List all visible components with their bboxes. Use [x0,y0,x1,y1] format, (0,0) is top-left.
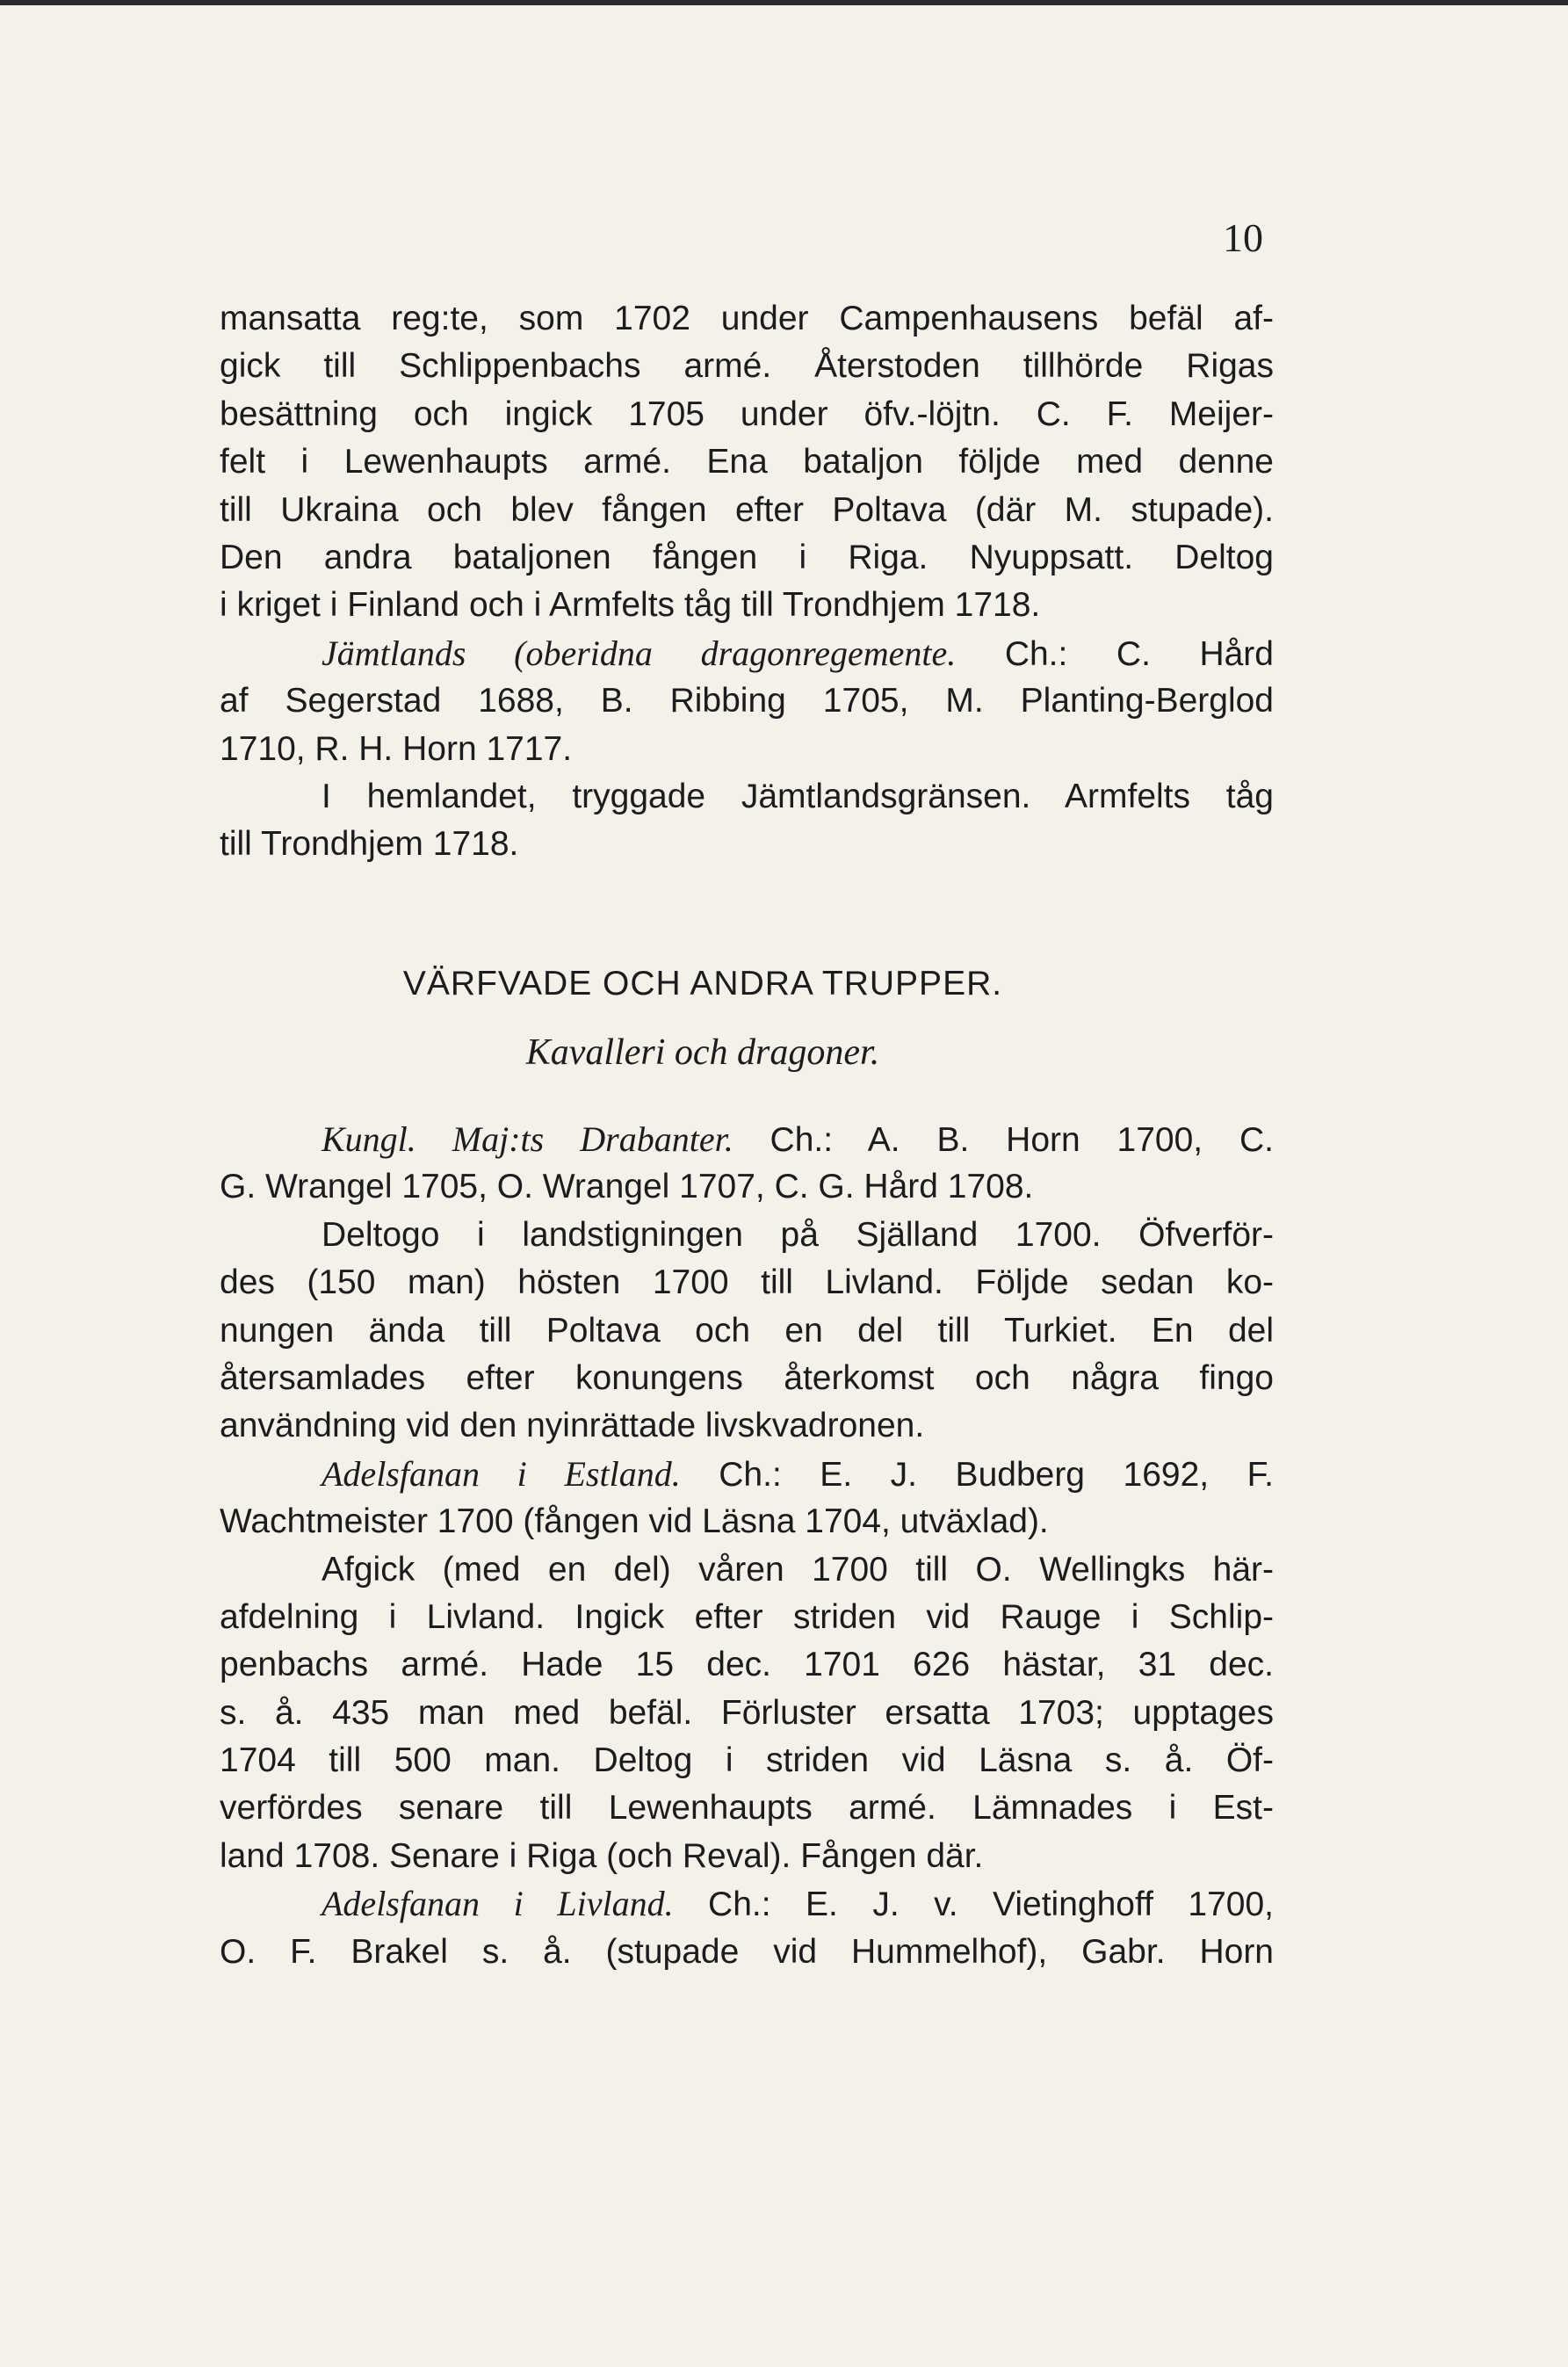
line-text: verfördes senare till Lewenhaupts armé. Lämnades i Est- [220,1789,1274,1828]
line-text: nungen ända till Poltava och en del till Turkiet. En del [220,1311,1274,1350]
text-line [220,1355,1274,1402]
text-line [220,1641,1274,1689]
line-text: återsamlades efter konungens återkomst och några fingo [220,1358,1274,1397]
line-text: Ch.: E. J. v. Vietinghoff 1700, [673,1886,1274,1924]
line-text: I hemlandet, tryggade Jämtlandsgränsen. Armfelts tåg [322,777,1274,815]
italic-title: Jämtlands (oberidna dragonregemente. [322,633,957,673]
text-line [220,1594,1274,1641]
line-text: besättning och ingick 1705 under öfv.-löjtn. C. F. Meijer- [220,394,1274,433]
text-line [220,582,1274,629]
line-text: Ch.: C. Hård [956,634,1274,673]
text-line [220,1451,1274,1498]
line-text: des (150 man) hösten 1700 till Livland. Följde sedan ko- [220,1263,1274,1302]
text-line [220,487,1274,534]
line-text: till Trondhjem 1718. [220,825,519,864]
italic-title: Kungl. Maj:ts Drabanter. [322,1119,733,1159]
text-line [220,1116,1274,1163]
text-line [220,821,1274,868]
line-text: penbachs armé. Hade 15 dec. 1701 626 hästar, 31 dec. [220,1646,1274,1684]
text-line [220,1498,1274,1545]
text-line [220,1880,1274,1928]
line-text: 1710, R. H. Horn 1717. [220,729,573,768]
text-line [220,1259,1274,1307]
line-text: 1704 till 500 man. Deltog i striden vid Läsna s. å. Öf- [220,1741,1274,1780]
section-heading [220,965,1274,1003]
text-line [220,438,1274,486]
text-line [220,1402,1274,1450]
text-line [220,1784,1274,1832]
line-text: mansatta reg:te, som 1702 under Campenhausens befäl af- [220,300,1274,337]
line-text: Ch.: E. J. Budberg 1692, F. [680,1455,1274,1494]
line-text: till Ukraina och blev fången efter Poltava (där M. stupade). [220,490,1274,529]
line-text: Den andra bataljonen fången i Riga. Nyuppsatt. Deltog [220,538,1274,576]
text-line [220,1929,1274,1976]
text-line [220,773,1274,821]
text-line [220,343,1274,390]
line-text: s. å. 435 man med befäl. Förluster ersatta 1703; upptages [220,1693,1274,1732]
line-text: gick till Schlippenbachs armé. Återstoden tillhörde Rigas [220,347,1274,386]
text-line [220,1833,1274,1880]
text-line [220,1163,1274,1211]
italic-title: Adelsfanan i Estland. [322,1453,681,1494]
text-block-regiments [220,295,1274,869]
italic-title: Adelsfanan i Livland. [322,1884,674,1924]
line-text: land 1708. Senare i Riga (och Reval). Fången där. [220,1836,984,1875]
line-text: af Segerstad 1688, B. Ribbing 1705, M. Planting-Berglod [220,682,1274,720]
line-text: Afgick (med en del) våren 1700 till O. Wellingks här- [322,1550,1274,1589]
page-number: 10 [1223,215,1263,260]
line-text: Ch.: A. B. Horn 1700, C. [733,1121,1274,1159]
text-line [220,1690,1274,1737]
sub-heading [220,1031,1274,1074]
line-text: användning vid den nyinrättade livskvadronen. [220,1407,925,1445]
line-text: afdelning i Livland. Ingick efter striden vid Rauge i Schlip- [220,1597,1274,1636]
section-heading-text: VÄRFVADE OCH ANDRA TRUPPER. [402,965,1003,1003]
line-text: O. F. Brakel s. å. (stupade vid Hummelhof), Gabr. Horn [220,1932,1274,1971]
text-line [220,534,1274,582]
sub-heading-text: Kavalleri och dragoner. [525,1032,880,1073]
line-text: Deltogo i landstigningen på Själland 1700. Öfverför- [322,1215,1274,1254]
line-text: Wachtmeister 1700 (fången vid Läsna 1704, utväxlad). [220,1502,1049,1541]
text-line [220,1307,1274,1355]
text-line [220,391,1274,438]
text-line [220,677,1274,725]
text-line [220,630,1274,677]
line-text: G. Wrangel 1705, O. Wrangel 1707, C. G. Hård 1708. [220,1168,1034,1206]
text-line [220,1737,1274,1784]
line-text: i kriget i Finland och i Armfelts tåg till Trondhjem 1718. [220,586,1041,625]
text-line [220,295,1274,343]
text-line [220,726,1274,773]
line-text: felt i Lewenhaupts armé. Ena bataljon följde med denne [220,443,1274,481]
text-block-cavalry [220,1116,1274,1976]
text-line [220,1212,1274,1259]
text-line [220,1546,1274,1594]
